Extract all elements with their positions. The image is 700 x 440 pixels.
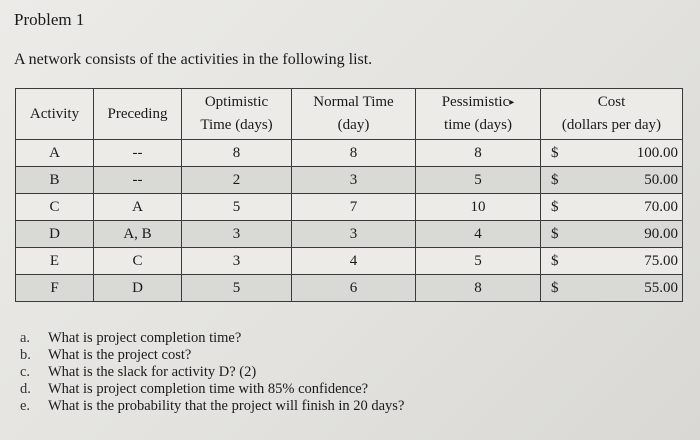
cell-optimistic: 5	[182, 194, 292, 221]
question-text: What is project completion time with 85% confidence?	[48, 381, 369, 397]
cost-amount: 70.00	[644, 199, 678, 215]
cell-preceding: --	[94, 167, 182, 194]
cell-activity: B	[16, 167, 94, 194]
question-text: What is the project cost?	[48, 347, 192, 363]
cell-pessimistic: 8	[416, 275, 541, 302]
cell-pessimistic: 4	[416, 221, 541, 248]
cell-cost	[541, 248, 683, 275]
question-item	[20, 347, 404, 364]
question-item	[20, 398, 404, 415]
cost-amount: 90.00	[644, 226, 678, 242]
dollar-sign: $	[551, 226, 559, 242]
table-row	[16, 140, 683, 167]
cursor-mark-icon: ▸	[509, 97, 515, 108]
question-letter: d.	[20, 381, 31, 397]
cell-cost	[541, 140, 683, 167]
question-item	[20, 330, 404, 347]
question-letter: a.	[20, 330, 31, 346]
table-row	[16, 194, 683, 221]
cost-amount: 55.00	[644, 280, 678, 296]
cell-activity: A	[16, 140, 94, 167]
cell-activity: C	[16, 194, 94, 221]
table-row	[16, 248, 683, 275]
cell-normal: 8	[292, 140, 416, 167]
question-item	[20, 381, 404, 398]
cell-normal: 4	[292, 248, 416, 275]
cell-cost	[541, 194, 683, 221]
table-row	[16, 167, 683, 194]
cell-cost	[541, 275, 683, 302]
cell-pessimistic: 8	[416, 140, 541, 167]
intro-text: A network consists of the activities in the following list.	[14, 51, 373, 68]
dollar-sign: $	[551, 199, 559, 215]
question-letter: c.	[20, 364, 31, 380]
cell-optimistic: 5	[182, 275, 292, 302]
cell-optimistic: 2	[182, 167, 292, 194]
cell-preceding: C	[94, 248, 182, 275]
cell-activity: D	[16, 221, 94, 248]
cell-activity: F	[16, 275, 94, 302]
cell-preceding: --	[94, 140, 182, 167]
header-preceding: Preceding	[94, 89, 182, 140]
dollar-sign: $	[551, 280, 559, 296]
question-item	[20, 364, 404, 381]
cell-preceding: A, B	[94, 221, 182, 248]
cost-amount: 50.00	[644, 172, 678, 188]
cell-optimistic: 3	[182, 221, 292, 248]
cell-pessimistic: 5	[416, 167, 541, 194]
cell-normal: 7	[292, 194, 416, 221]
question-text: What is the probability that the project will finish in 20 days?	[48, 398, 405, 414]
cell-cost	[541, 221, 683, 248]
question-text: What is the slack for activity D? (2)	[48, 364, 257, 380]
header-optimistic: Optimistic Time (days)	[182, 89, 292, 140]
header-normal: Normal Time (day)	[292, 89, 416, 140]
question-letter: b.	[20, 347, 31, 363]
question-letter: e.	[20, 398, 31, 414]
cost-amount: 75.00	[644, 253, 678, 269]
dollar-sign: $	[551, 145, 559, 161]
cell-pessimistic: 5	[416, 248, 541, 275]
cell-optimistic: 8	[182, 140, 292, 167]
table-header-row	[16, 89, 683, 140]
cell-preceding: A	[94, 194, 182, 221]
cell-optimistic: 3	[182, 248, 292, 275]
cell-preceding: D	[94, 275, 182, 302]
questions-list	[20, 330, 404, 415]
dollar-sign: $	[551, 172, 559, 188]
cost-amount: 100.00	[636, 145, 678, 161]
cell-normal: 3	[292, 221, 416, 248]
cell-normal: 3	[292, 167, 416, 194]
cell-normal: 6	[292, 275, 416, 302]
table-row	[16, 275, 683, 302]
cell-activity: E	[16, 248, 94, 275]
cell-pessimistic: 10	[416, 194, 541, 221]
header-cost: Cost (dollars per day)	[541, 89, 683, 140]
activity-table	[15, 88, 683, 302]
header-activity: Activity	[16, 89, 94, 140]
cell-cost	[541, 167, 683, 194]
header-pessimistic: Pessimistic▸ time (days)	[416, 89, 541, 140]
page-title: Problem 1	[14, 10, 85, 29]
dollar-sign: $	[551, 253, 559, 269]
question-text: What is project completion time?	[48, 330, 242, 346]
table-row	[16, 221, 683, 248]
